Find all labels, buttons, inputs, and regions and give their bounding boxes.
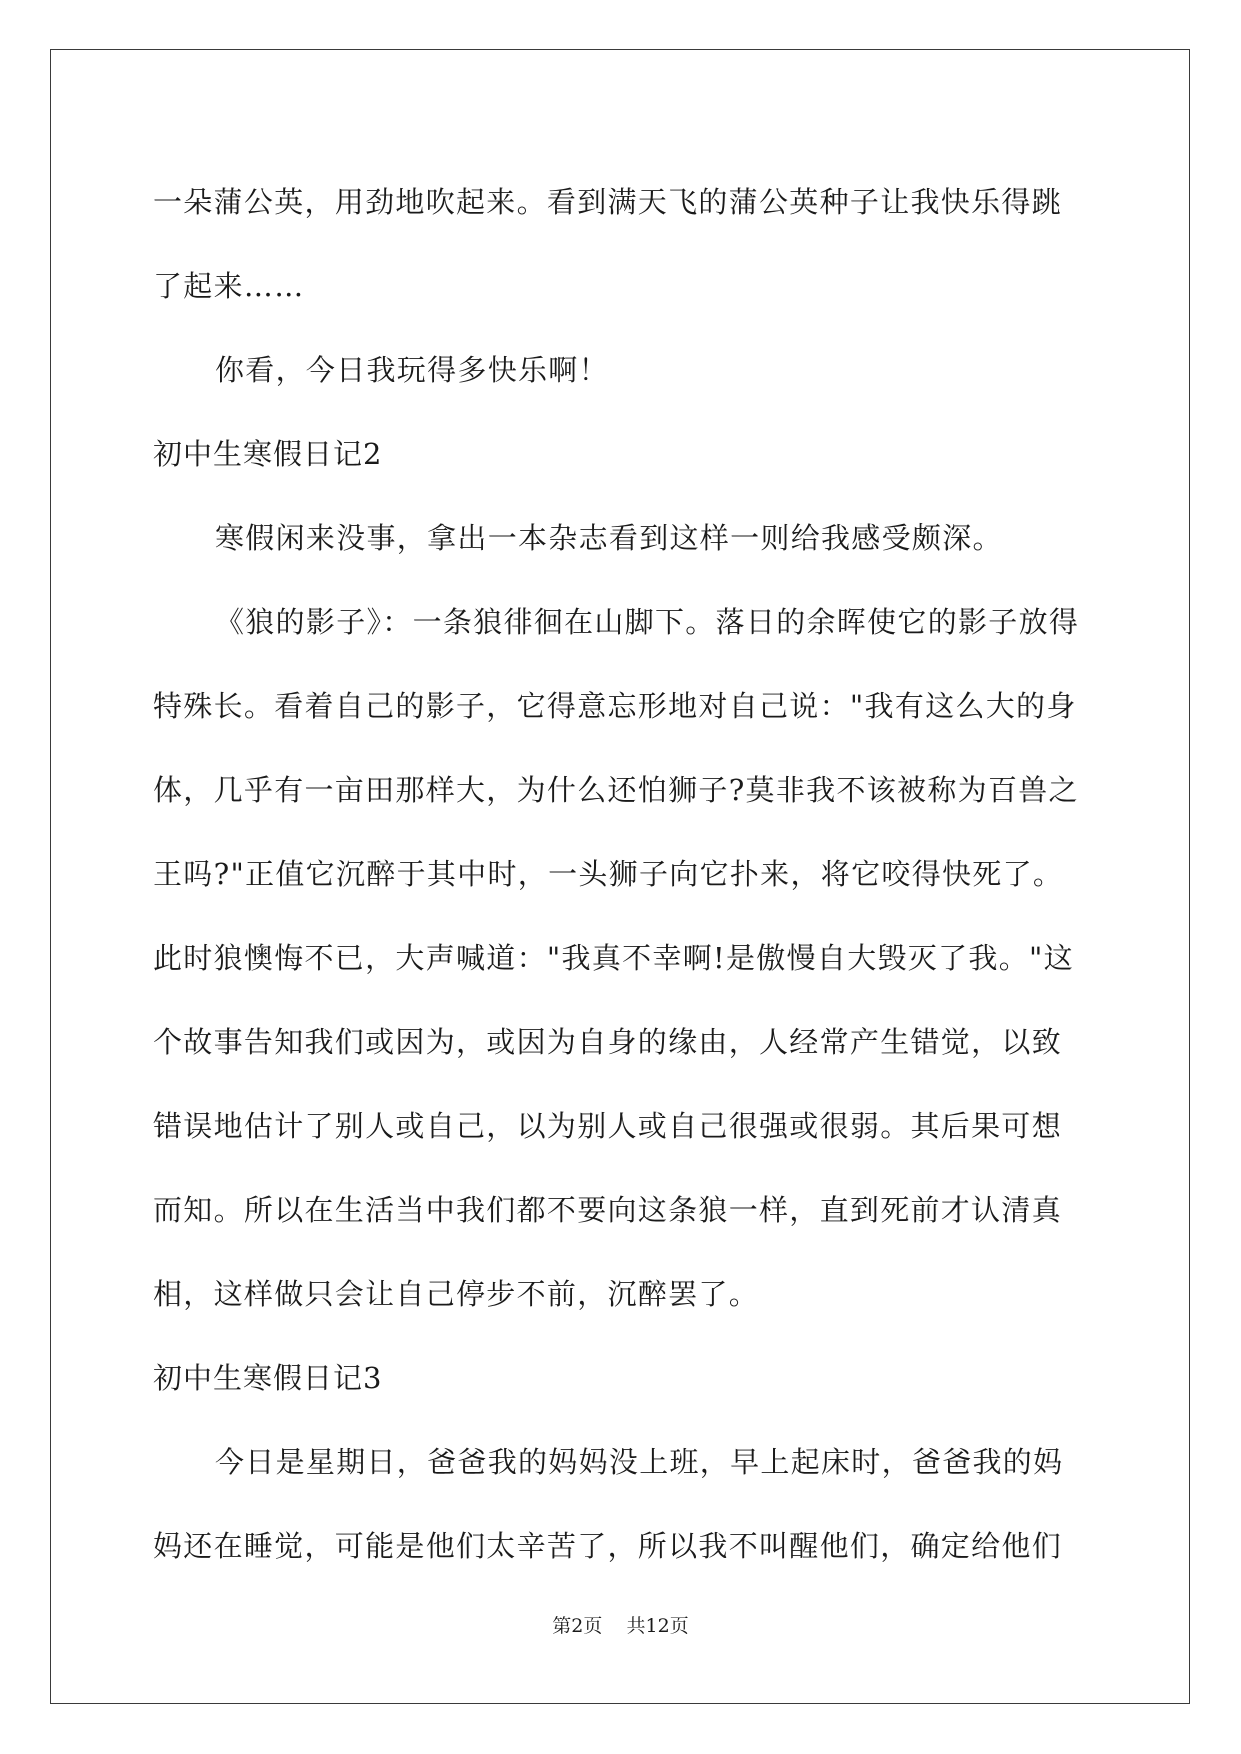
page-number-footer: 第2页 共12页 bbox=[552, 1615, 689, 1637]
text-line: 了起来…… bbox=[153, 269, 305, 303]
text-line: 此时狼懊悔不已，大声喊道："我真不幸啊!是傲慢自大毁灭了我。"这 bbox=[153, 941, 1074, 975]
text-line: 特殊长。看着自己的影子，它得意忘形地对自己说："我有这么大的身 bbox=[153, 689, 1077, 723]
text-line: 而知。所以在生活当中我们都不要向这条狼一样，直到死前才认清真 bbox=[153, 1193, 1063, 1227]
text-line: 一朵蒲公英，用劲地吹起来。看到满天飞的蒲公英种子让我快乐得跳 bbox=[153, 185, 1063, 219]
section-heading: 初中生寒假日记2 bbox=[153, 437, 383, 471]
text-line: 你看，今日我玩得多快乐啊！ bbox=[215, 353, 609, 387]
text-line: 寒假闲来没事，拿出一本杂志看到这样一则给我感受颇深。 bbox=[215, 521, 1003, 555]
text-line: 王吗?"正值它沉醉于其中时，一头狮子向它扑来，将它咬得快死了。 bbox=[153, 857, 1064, 891]
text-line: 体，几乎有一亩田那样大，为什么还怕狮子?莫非我不该被称为百兽之 bbox=[153, 773, 1079, 807]
text-line: 今日是星期日，爸爸我的妈妈没上班，早上起床时，爸爸我的妈 bbox=[215, 1445, 1064, 1479]
document-body bbox=[153, 160, 1093, 1588]
text-line: 个故事告知我们或因为，或因为自身的缘由，人经常产生错觉，以致 bbox=[153, 1025, 1063, 1059]
text-line: 《狼的影子》：一条狼徘徊在山脚下。落日的余晖使它的影子放得 bbox=[215, 605, 1080, 639]
text-line: 妈还在睡觉，可能是他们太辛苦了，所以我不叫醒他们，确定给他们 bbox=[153, 1529, 1063, 1563]
text-line: 相，这样做只会让自己停步不前，沉醉罢了。 bbox=[153, 1277, 760, 1311]
section-heading: 初中生寒假日记3 bbox=[153, 1361, 383, 1395]
text-line: 错误地估计了别人或自己，以为别人或自己很强或很弱。其后果可想 bbox=[153, 1109, 1063, 1143]
